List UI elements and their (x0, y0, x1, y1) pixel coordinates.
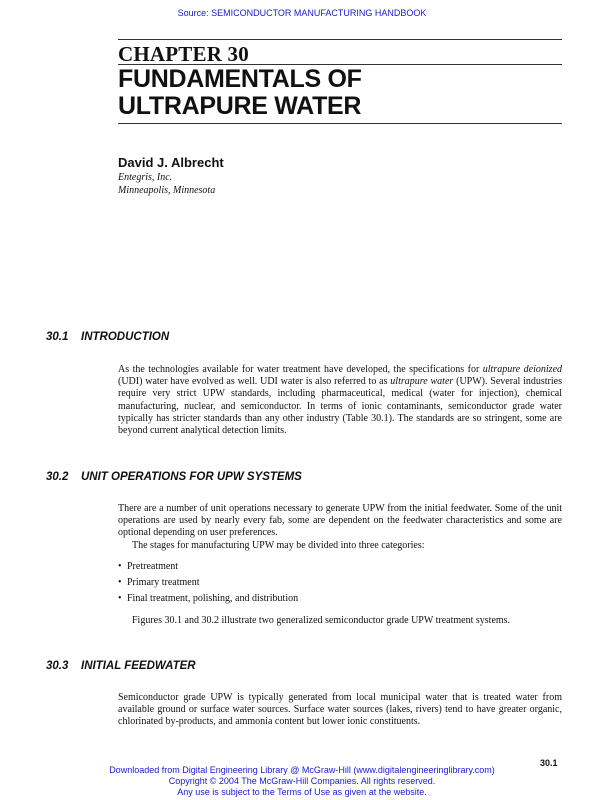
unit-operations-paragraph (118, 503, 562, 552)
title-line: ULTRAPURE WATER (118, 92, 362, 120)
section-heading-unit-operations (46, 471, 302, 483)
section-title: UNIT OPERATIONS FOR UPW SYSTEMS (81, 471, 302, 483)
source-link[interactable]: Source: SEMICONDUCTOR MANUFACTURING HANDBOOK (177, 8, 427, 18)
section-title: INTRODUCTION (81, 331, 170, 343)
footer-download-link[interactable]: Downloaded from Digital Engineering Library @ McGraw-Hill (www.digitalengineeringlibrary.com) (109, 765, 495, 775)
list-item: • Pretreatment (118, 561, 562, 573)
page-number: 30.1 (540, 758, 558, 768)
footer-terms-link[interactable]: Any use is subject to the Terms of Use as given at the website. (177, 787, 427, 797)
paragraph: The stages for manufacturing UPW may be divided into three categories: (132, 539, 425, 551)
list-item: • Primary treatment (118, 577, 562, 589)
section-heading-initial-feedwater (46, 660, 196, 672)
section-number: 30.1 (46, 331, 69, 343)
section-number: 30.2 (46, 471, 69, 483)
introduction-paragraph: As the technologies available for water treatment have developed, the specifications for ultrapure deionized (UDI) water have evolved as well. UDI water is also referred to as ultrapure water (UPW). Several industries require very strict UPW standards, including pharmaceutical, medical (water for injection), chemical manufacturing, nuclear, and semiconductor. In terms of ionic contaminants, semiconductor grade water typically has stricter standards than any other industry (Table 30.1). The standards are so stringent, some are beyond current analytical detection limits. (118, 364, 563, 437)
chapter-title (118, 66, 362, 120)
title-line: FUNDAMENTALS OF (118, 65, 362, 93)
footer-notice (0, 765, 604, 798)
initial-feedwater-paragraph: Semiconductor grade UPW is typically generated from local municipal water that is treated water from available ground or surface water sources. Surface water sources (lakes, rivers) tend to have greater organic, chlorinated by-products, and ammonia content but lower ionic constituents. (118, 692, 562, 728)
list-item: • Final treatment, polishing, and distribution (118, 593, 562, 605)
figures-reference: Figures 30.1 and 30.2 illustrate two generalized semiconductor grade UPW treatment systems. (132, 615, 511, 626)
author-location: Minneapolis, Minnesota (118, 185, 216, 196)
author-name: David J. Albrecht (118, 155, 224, 170)
author-affiliation: Entegris, Inc. (118, 172, 173, 183)
chapter-top-rule (118, 39, 562, 40)
section-number: 30.3 (46, 660, 69, 672)
section-heading-introduction (46, 331, 169, 343)
paragraph: There are a number of unit operations necessary to generate UPW from the initial feedwater. Some of the unit operations are used by nearly every fab, some are dependent on the feedwater characteristics and some are optional depending on user preferences. (118, 503, 562, 539)
footer-copyright: Copyright © 2004 The McGraw-Hill Companies. All rights reserved. (168, 776, 436, 786)
stages-list (118, 561, 562, 610)
section-title: INITIAL FEEDWATER (81, 660, 196, 672)
chapter-label: CHAPTER 30 (118, 42, 249, 66)
title-bottom-rule (118, 123, 562, 124)
